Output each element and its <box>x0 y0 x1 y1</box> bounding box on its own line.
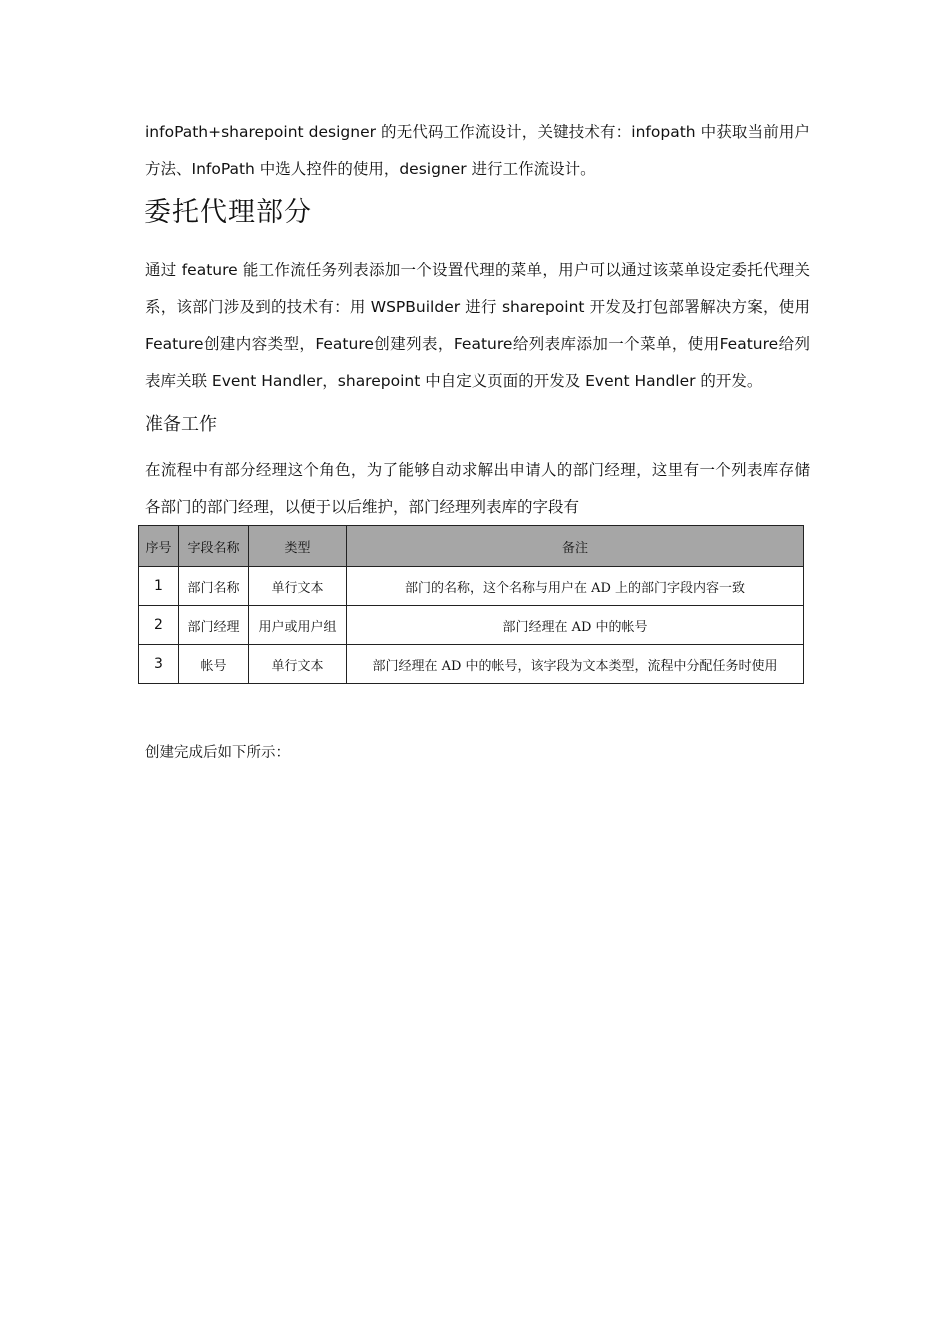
section-title-prepare: 准备工作 <box>145 414 217 435</box>
cell-note: 部门经理在 AD 中的帐号 <box>347 606 804 645</box>
cell-note: 部门经理在 AD 中的帐号，该字段为文本类型，流程中分配任务时使用 <box>347 645 804 684</box>
header-no: 序号 <box>139 526 179 567</box>
cell-type: 单行文本 <box>249 645 347 684</box>
closing-paragraph: 创建完成后如下所示： <box>145 745 290 761</box>
cell-type: 单行文本 <box>249 567 347 606</box>
field-table <box>138 525 804 684</box>
cell-field-name: 部门名称 <box>179 567 249 606</box>
header-note: 备注 <box>347 526 804 567</box>
cell-type: 用户或用户组 <box>249 606 347 645</box>
intro-paragraph: infoPath+sharepoint designer 的无代码工作流设计，关键技术有：infopath 中获取当前用户方法、InfoPath 中选人控件的使用，designer 进行工作流设计。 <box>145 123 810 178</box>
prepare-paragraph: 在流程中有部分经理这个角色，为了能够自动求解出申请人的部门经理，这里有一个列表库存储各部门的部门经理，以便于以后维护，部门经理列表库的字段有 <box>145 461 810 516</box>
section-title-delegate: 委托代理部分 <box>144 197 312 228</box>
header-type: 类型 <box>249 526 347 567</box>
cell-no: 1 <box>139 567 179 606</box>
delegate-paragraph: 通过 feature 能工作流任务列表添加一个设置代理的菜单，用户可以通过该菜单设定委托代理关系，该部门涉及到的技术有：用 WSPBuilder 进行 sharepoint 开发及打包部署解决方案，使用Feature创建内容类型，Feature创建列表，Feature给列表库添加一个菜单，使用Feature给列表库关联 Event Handler，sharepoint 中自定义页面的开发及 Event Handler 的开发。 <box>145 261 810 390</box>
cell-note: 部门的名称，这个名称与用户在 AD 上的部门字段内容一致 <box>347 567 804 606</box>
table-header-row <box>139 526 804 567</box>
cell-field-name: 部门经理 <box>179 606 249 645</box>
cell-no: 2 <box>139 606 179 645</box>
table-row <box>139 645 804 684</box>
cell-no: 3 <box>139 645 179 684</box>
header-field-name: 字段名称 <box>179 526 249 567</box>
table-row <box>139 567 804 606</box>
cell-field-name: 帐号 <box>179 645 249 684</box>
table-row <box>139 606 804 645</box>
